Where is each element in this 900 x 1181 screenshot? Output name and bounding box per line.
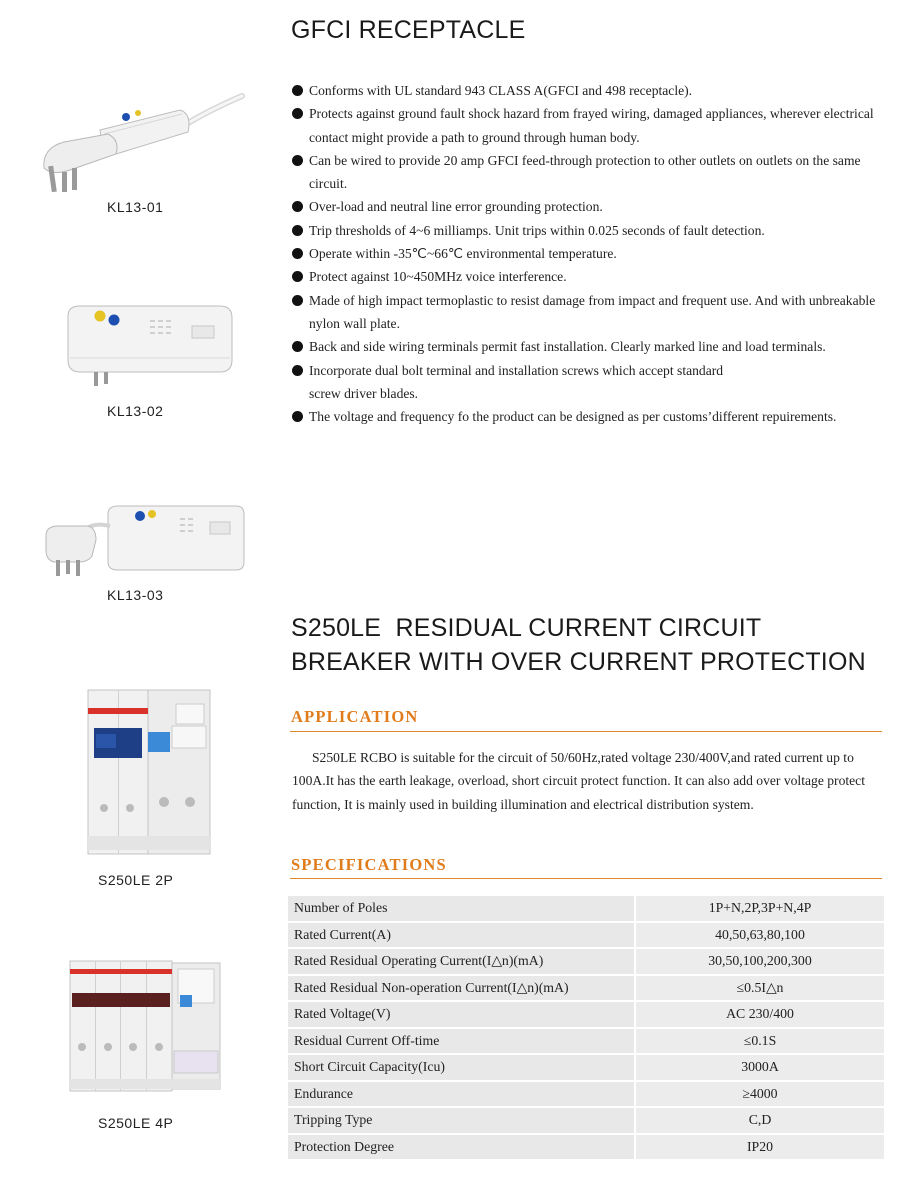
table-row: Rated Residual Operating Current(I△n)(mA) 30,50,100,200,300 <box>288 949 884 976</box>
bullet-icon <box>292 155 303 166</box>
specifications-table <box>288 896 884 1161</box>
kl13-02-product-image <box>60 298 240 390</box>
product-caption-kl13-02: KL13-02 <box>107 403 164 419</box>
application-divider <box>290 731 882 732</box>
gfci-feature-list <box>291 79 891 428</box>
list-item: Protects against ground fault shock hazard from frayed wiring, damaged appliances, wherever electrical contact might provide a path to ground through human body. <box>291 102 891 149</box>
bullet-icon <box>292 295 303 306</box>
table-row: Short Circuit Capacity(Icu) 3000A <box>288 1055 884 1082</box>
bullet-icon <box>292 201 303 212</box>
product-caption-s250le-4p: S250LE 4P <box>98 1115 174 1131</box>
product-caption-kl13-03: KL13-03 <box>107 587 164 603</box>
table-row: Rated Current(A) 40,50,63,80,100 <box>288 923 884 950</box>
application-text: S250LE RCBO is suitable for the circuit of 50/60Hz,rated voltage 230/400V,and rated current up to 100A.It has the earth leakage, overload, short circuit protect function. It can also add over voltage protect function, It is mainly used in building illumination and electrical distribution system. <box>292 750 865 812</box>
rcbo-title-line-2: BREAKER WITH OVER CURRENT PROTECTION <box>291 648 866 676</box>
list-item: Back and side wiring terminals permit fast installation. Clearly marked line and load terminals. <box>291 335 891 358</box>
bullet-icon <box>292 225 303 236</box>
s250le-2p-product-image <box>86 686 212 858</box>
bullet-icon <box>292 341 303 352</box>
list-item: Conforms with UL standard 943 CLASS A(GFCI and 498 receptacle). <box>291 79 891 102</box>
bullet-icon <box>292 271 303 282</box>
table-row: Number of Poles 1P+N,2P,3P+N,4P <box>288 896 884 923</box>
list-item: Incorporate dual bolt terminal and installation screws which accept standard screw driver blades. <box>291 359 891 406</box>
list-item: The voltage and frequency fo the product can be designed as per customs’different repuirements. <box>291 405 891 428</box>
kl13-03-product-image <box>40 500 250 582</box>
table-row: Endurance ≥4000 <box>288 1082 884 1109</box>
specifications-heading: SPECIFICATIONS <box>291 855 447 874</box>
list-item: Over-load and neutral line error grounding protection. <box>291 195 891 218</box>
specifications-divider <box>290 878 882 879</box>
bullet-icon <box>292 411 303 422</box>
s250le-4p-product-image <box>68 955 224 1095</box>
list-item: Made of high impact termoplastic to resist damage from impact and frequent use. And with unbreakable nylon wall plate. <box>291 289 891 336</box>
bullet-icon <box>292 248 303 259</box>
table-row: Tripping Type C,D <box>288 1108 884 1135</box>
table-row: Rated Residual Non-operation Current(I△n)(mA) ≤0.5I△n <box>288 976 884 1003</box>
table-row: Rated Voltage(V) AC 230/400 <box>288 1002 884 1029</box>
bullet-icon <box>292 365 303 376</box>
bullet-icon <box>292 85 303 96</box>
rcbo-title-line-1: S250LE RESIDUAL CURRENT CIRCUIT <box>291 614 762 642</box>
list-item: Can be wired to provide 20 amp GFCI feed-through protection to other outlets on outlets on the same circuit. <box>291 149 891 196</box>
product-caption-kl13-01: KL13-01 <box>107 199 164 215</box>
bullet-icon <box>292 108 303 119</box>
gfci-title: GFCI RECEPTACLE <box>291 16 526 44</box>
product-caption-s250le-2p: S250LE 2P <box>98 872 174 888</box>
list-item: Trip thresholds of 4~6 milliamps. Unit trips within 0.025 seconds of fault detection. <box>291 219 891 242</box>
table-row: Residual Current Off-time ≤0.1S <box>288 1029 884 1056</box>
table-row: Protection Degree IP20 <box>288 1135 884 1162</box>
list-item: Protect against 10~450MHz voice interference. <box>291 265 891 288</box>
application-heading: APPLICATION <box>291 707 419 726</box>
list-item: Operate within -35℃~66℃ environmental temperature. <box>291 242 891 265</box>
kl13-01-product-image <box>30 90 250 205</box>
